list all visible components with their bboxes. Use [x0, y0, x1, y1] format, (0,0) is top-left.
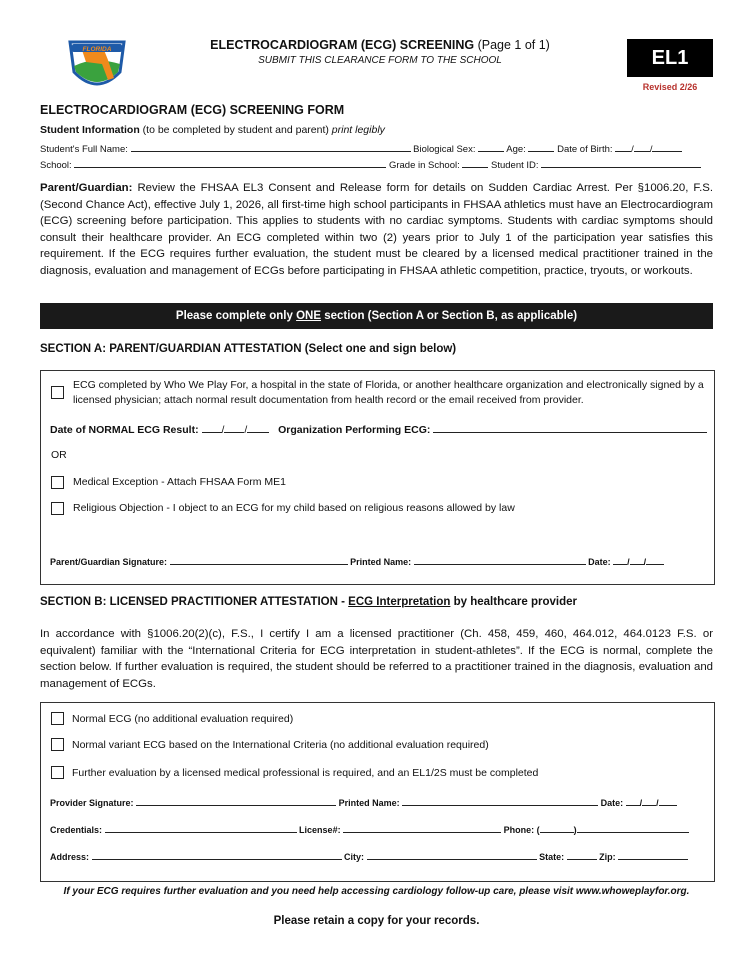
parent-signature-label: Parent/Guardian Signature: [50, 557, 168, 567]
org-label: Organization Performing ECG: [278, 424, 431, 436]
ecg-date-year-field[interactable] [247, 423, 269, 433]
bio-sex-field[interactable] [478, 142, 504, 152]
student-row-1: Student's Full Name: Biological Sex: Age: Date of Birth: / / [40, 142, 682, 155]
student-info-heading [40, 124, 385, 136]
student-id-label: Student ID: [491, 160, 539, 171]
normal-variant-checkbox[interactable] [51, 738, 64, 756]
provider-date-year-field[interactable] [659, 796, 677, 806]
normal-variant-label: Normal variant ECG based on the International Criteria (no additional evaluation required) [72, 739, 489, 751]
banner-post: section (Section A or Section B, as applicable) [324, 310, 578, 322]
fhsaa-logo [64, 38, 130, 94]
follow-up-note: If your ECG requires further evaluation and you need help accessing cardiology follow-up care, please visit www.whoweplayfor.org. [63, 886, 690, 897]
ecg-result-row: Date of NORMAL ECG Result: / / Organization Performing ECG: [50, 423, 707, 436]
zip-label: Zip: [599, 852, 616, 862]
credentials-field[interactable] [105, 823, 297, 833]
provider-signature-field[interactable] [136, 796, 336, 806]
parent-signature-field[interactable] [170, 555, 348, 565]
ecg-date-label: Date of NORMAL ECG Result: [50, 424, 199, 436]
student-row-2 [40, 158, 701, 171]
section-a-heading: SECTION A: PARENT/GUARDIAN ATTESTATION (Select one and sign below) [40, 343, 457, 355]
normal-ecg-label: Normal ECG (no additional evaluation required) [72, 713, 294, 725]
parent-printed-label: Printed Name: [350, 557, 412, 567]
page-subtitle: SUBMIT THIS CLEARANCE FORM TO THE SCHOOL [258, 55, 502, 66]
parent-date-day-field[interactable] [630, 555, 644, 565]
revised-date: Revised 2/26 [642, 82, 698, 92]
or-separator: OR [51, 449, 67, 461]
parent-date-year-field[interactable] [646, 555, 664, 565]
student-info-note: (to be completed by student and parent) [142, 124, 329, 136]
parent-text: Review the FHSAA EL3 Consent and Release form for details on Sudden Cardiac Arrest. Per §1006.20, F.S. (Second Chance Act), effective July 1, 2026, all first-time high school participants in FHSAA athletics must have an Electrocardiogram (ECG) screening before participation. This applies to students with no cardiac symptoms. Students with cardiac symptoms should consult their healthcare provider. An ECG completed within two (2) years prior to July 1 of the participation year satisfies this requirement. If the ECG requires further evaluation, the student must be cleared by a licensed medical practitioner trained in the diagnosis, evaluation and management of ECGs before participating in FHSAA athletic competition, practice, tryouts, or workouts. [40, 182, 713, 277]
student-info-emph: print legibly [331, 124, 385, 136]
religious-objection-checkbox[interactable] [51, 502, 64, 520]
banner-pre: Please complete only [175, 310, 293, 322]
section-b-heading-pre: SECTION B: LICENSED PRACTITIONER ATTESTATION - [40, 596, 345, 608]
section-b-heading-link: ECG Interpretation [348, 596, 451, 608]
school-label: School: [40, 160, 72, 171]
ecg-completed-label: ECG completed by Who We Play For, a hospital in the state of Florida, or another healthcare organization and electronically signed by a licensed physician; attach normal result documentation from health record or the email received from provider. [73, 379, 704, 406]
ecg-completed-checkbox[interactable] [51, 386, 64, 404]
further-evaluation-checkbox[interactable] [51, 766, 64, 784]
parent-guardian-paragraph [40, 180, 713, 279]
provider-printed-label: Printed Name: [338, 798, 400, 808]
credentials-label: Credentials: [50, 825, 103, 835]
grade-field[interactable] [462, 158, 488, 168]
further-evaluation-label: Further evaluation by a licensed medical professional is required, and an EL1/2S must be completed [72, 767, 539, 779]
ecg-date-month-field[interactable] [202, 423, 222, 433]
license-label: License#: [299, 825, 341, 835]
school-field[interactable] [74, 158, 386, 168]
medical-exception-checkbox[interactable] [51, 476, 64, 494]
city-label: City: [344, 852, 365, 862]
state-field[interactable] [567, 850, 597, 860]
form-code-badge: EL1 [627, 39, 713, 77]
parent-date-label: Date: [588, 557, 611, 567]
provider-row-2: Credentials: License#: Phone: ( ) [50, 823, 689, 835]
ecg-date-day-field[interactable] [224, 423, 244, 433]
medical-exception-label: Medical Exception - Attach FHSAA Form ME1 [73, 476, 286, 488]
page-indicator: (Page 1 of 1) [477, 38, 550, 52]
full-name-field[interactable] [131, 142, 411, 152]
dob-label: Date of Birth: [557, 144, 613, 155]
dob-month-field[interactable] [615, 142, 631, 152]
phone-number-field[interactable] [577, 823, 689, 833]
age-label: Age: [506, 144, 526, 155]
logo-text: FLORIDA [82, 46, 112, 53]
banner-emph: ONE [296, 310, 322, 322]
phone-label: Phone: [503, 825, 535, 835]
section-b-heading-post: by healthcare provider [453, 596, 577, 608]
org-field[interactable] [433, 423, 707, 433]
retain-copy-note: Please retain a copy for your records. [273, 915, 480, 927]
full-name-label: Student's Full Name: [40, 144, 128, 155]
grade-label: Grade in School: [388, 160, 460, 171]
parent-printed-field[interactable] [414, 555, 586, 565]
title-text: ELECTROCARDIOGRAM (ECG) SCREENING [210, 38, 475, 52]
provider-date-day-field[interactable] [642, 796, 656, 806]
provider-row-3 [50, 850, 688, 862]
student-id-field[interactable] [541, 158, 701, 168]
parent-date-month-field[interactable] [613, 555, 627, 565]
page-title [140, 38, 620, 52]
zip-field[interactable] [618, 850, 688, 860]
normal-ecg-checkbox[interactable] [51, 712, 64, 730]
section-b-paragraph: In accordance with §1006.20(2)(c), F.S., I certify I am a licensed practitioner (Ch. 458, 459, 460, 464.012, 464.0123 F.S. or equivalent) familiar with the “International Criteria for ECG interpretation in student-athletes”. If the ECG is normal, complete the section below. If further evaluation is required, the student should be referred to a practitioner trained in the diagnosis, evaluation and management of ECGs. [40, 628, 713, 690]
provider-date-label: Date: [600, 798, 624, 808]
provider-signature-label: Provider Signature: [50, 798, 134, 808]
provider-date-month-field[interactable] [626, 796, 640, 806]
provider-printed-field[interactable] [402, 796, 598, 806]
dob-year-field[interactable] [652, 142, 682, 152]
section-b-heading [40, 596, 577, 608]
state-label: State: [539, 852, 565, 862]
license-field[interactable] [343, 823, 501, 833]
city-field[interactable] [367, 850, 537, 860]
age-field[interactable] [528, 142, 554, 152]
provider-row-1: Provider Signature: Printed Name: Date: / / [50, 796, 677, 808]
address-field[interactable] [92, 850, 342, 860]
bio-sex-label: Biological Sex: [413, 144, 476, 155]
religious-objection-label: Religious Objection - I object to an ECG for my child based on religious reasons allowed by law [73, 502, 515, 514]
parent-lead: Parent/Guardian: [40, 182, 133, 194]
address-label: Address: [50, 852, 90, 862]
dob-day-field[interactable] [634, 142, 650, 152]
student-info-label: Student Information [40, 124, 140, 136]
phone-area-field[interactable] [540, 823, 574, 833]
parent-signature-row: Parent/Guardian Signature: Printed Name: Date: / / [50, 555, 664, 567]
instruction-banner [40, 303, 713, 329]
form-title: ELECTROCARDIOGRAM (ECG) SCREENING FORM [40, 103, 345, 117]
